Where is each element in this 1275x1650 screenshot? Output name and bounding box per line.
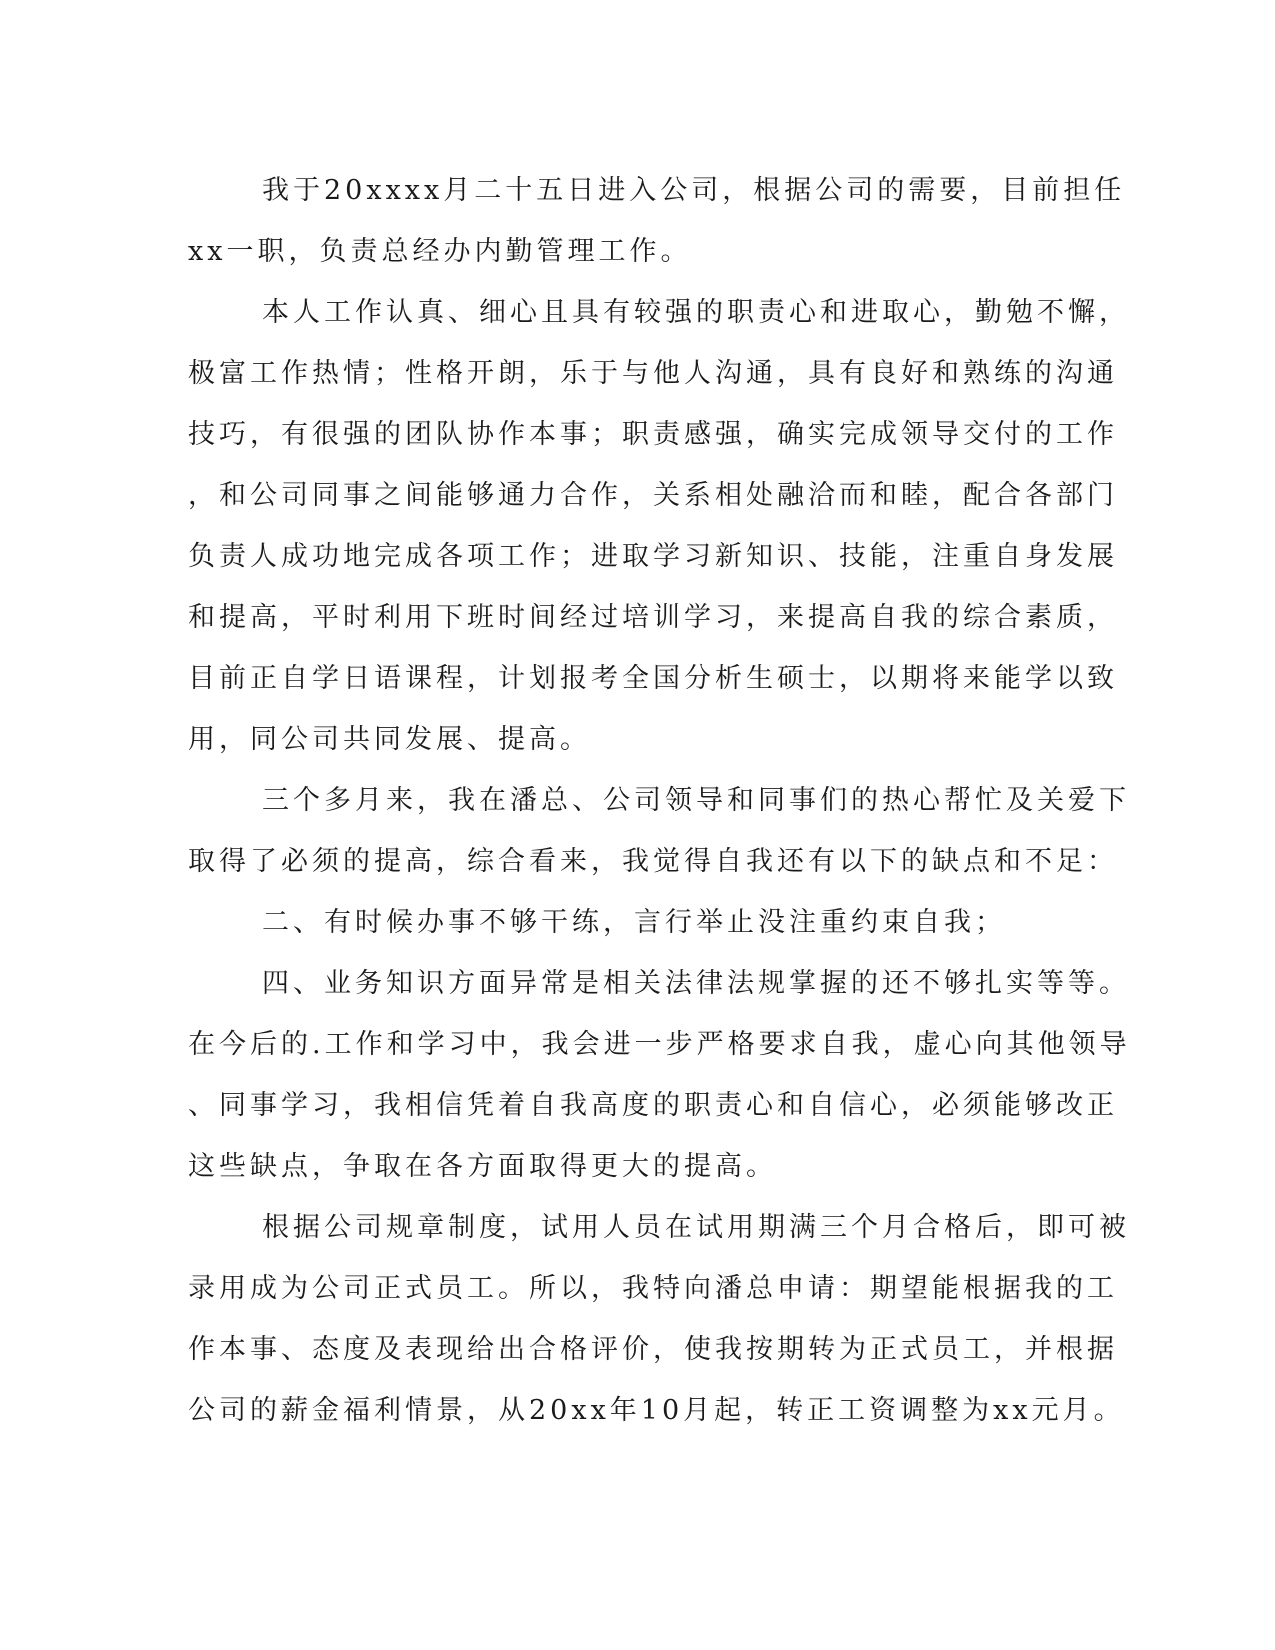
paragraph-line: 技巧，有很强的团队协作本事；职责感强，确实完成领导交付的工作 bbox=[188, 419, 1118, 450]
document-body bbox=[188, 160, 1131, 1441]
paragraph-line: 根据公司规章制度，试用人员在试用期满三个月合格后，即可被 bbox=[262, 1212, 1130, 1243]
paragraph-line: xx一职，负责总经办内勤管理工作。 bbox=[188, 236, 692, 267]
paragraph-line: 我于20xxxx月二十五日进入公司，根据公司的需要，目前担任 bbox=[262, 175, 1126, 206]
paragraph-line: 、同事学习，我相信凭着自我高度的职责心和自信心，必须能够改正 bbox=[188, 1090, 1118, 1121]
paragraph-shortcoming-two bbox=[188, 892, 1088, 953]
paragraph-entry-date bbox=[188, 160, 1126, 282]
paragraph-line: 用，同公司共同发展、提高。 bbox=[188, 724, 591, 755]
paragraph-line: 和提高，平时利用下班时间经过培训学习，来提高自我的综合素质， bbox=[188, 602, 1118, 633]
paragraph-line: 目前正自学日语课程，计划报考全国分析生硕士，以期将来能学以致 bbox=[188, 663, 1118, 694]
paragraph-line: 公司的薪金福利情景，从20xx年10月起，转正工资调整为xx元月。 bbox=[188, 1395, 1125, 1426]
paragraph-line: 取得了必须的提高，综合看来，我觉得自我还有以下的缺点和不足： bbox=[188, 846, 1118, 877]
paragraph-shortcoming-four bbox=[188, 953, 1131, 1197]
paragraph-line: ，和公司同事之间能够通力合作，关系相处融洽而和睦，配合各部门 bbox=[188, 480, 1118, 511]
paragraph-self-assessment bbox=[188, 282, 1130, 770]
paragraph-line: 三个多月来，我在潘总、公司领导和同事们的热心帮忙及关爱下 bbox=[262, 785, 1130, 816]
paragraph-line: 本人工作认真、细心且具有较强的职责心和进取心，勤勉不懈， bbox=[262, 297, 1130, 328]
paragraph-line: 这些缺点，争取在各方面取得更大的提高。 bbox=[188, 1151, 777, 1182]
paragraph-shortcomings-intro bbox=[188, 770, 1130, 892]
paragraph-line: 录用成为公司正式员工。所以，我特向潘总申请：期望能根据我的工 bbox=[188, 1273, 1118, 1304]
paragraph-line: 在今后的.工作和学习中，我会进一步严格要求自我，虚心向其他领导 bbox=[188, 1029, 1131, 1060]
paragraph-application bbox=[188, 1197, 1130, 1441]
paragraph-line: 负责人成功地完成各项工作；进取学习新知识、技能，注重自身发展 bbox=[188, 541, 1118, 572]
paragraph-line: 极富工作热情；性格开朗，乐于与他人沟通，具有良好和熟练的沟通 bbox=[188, 358, 1118, 389]
paragraph-line: 四、业务知识方面异常是相关法律法规掌握的还不够扎实等等。 bbox=[262, 968, 1130, 999]
paragraph-line: 作本事、态度及表现给出合格评价，使我按期转为正式员工，并根据 bbox=[188, 1334, 1118, 1365]
paragraph-line: 二、有时候办事不够干练，言行举止没注重约束自我； bbox=[262, 907, 1006, 938]
